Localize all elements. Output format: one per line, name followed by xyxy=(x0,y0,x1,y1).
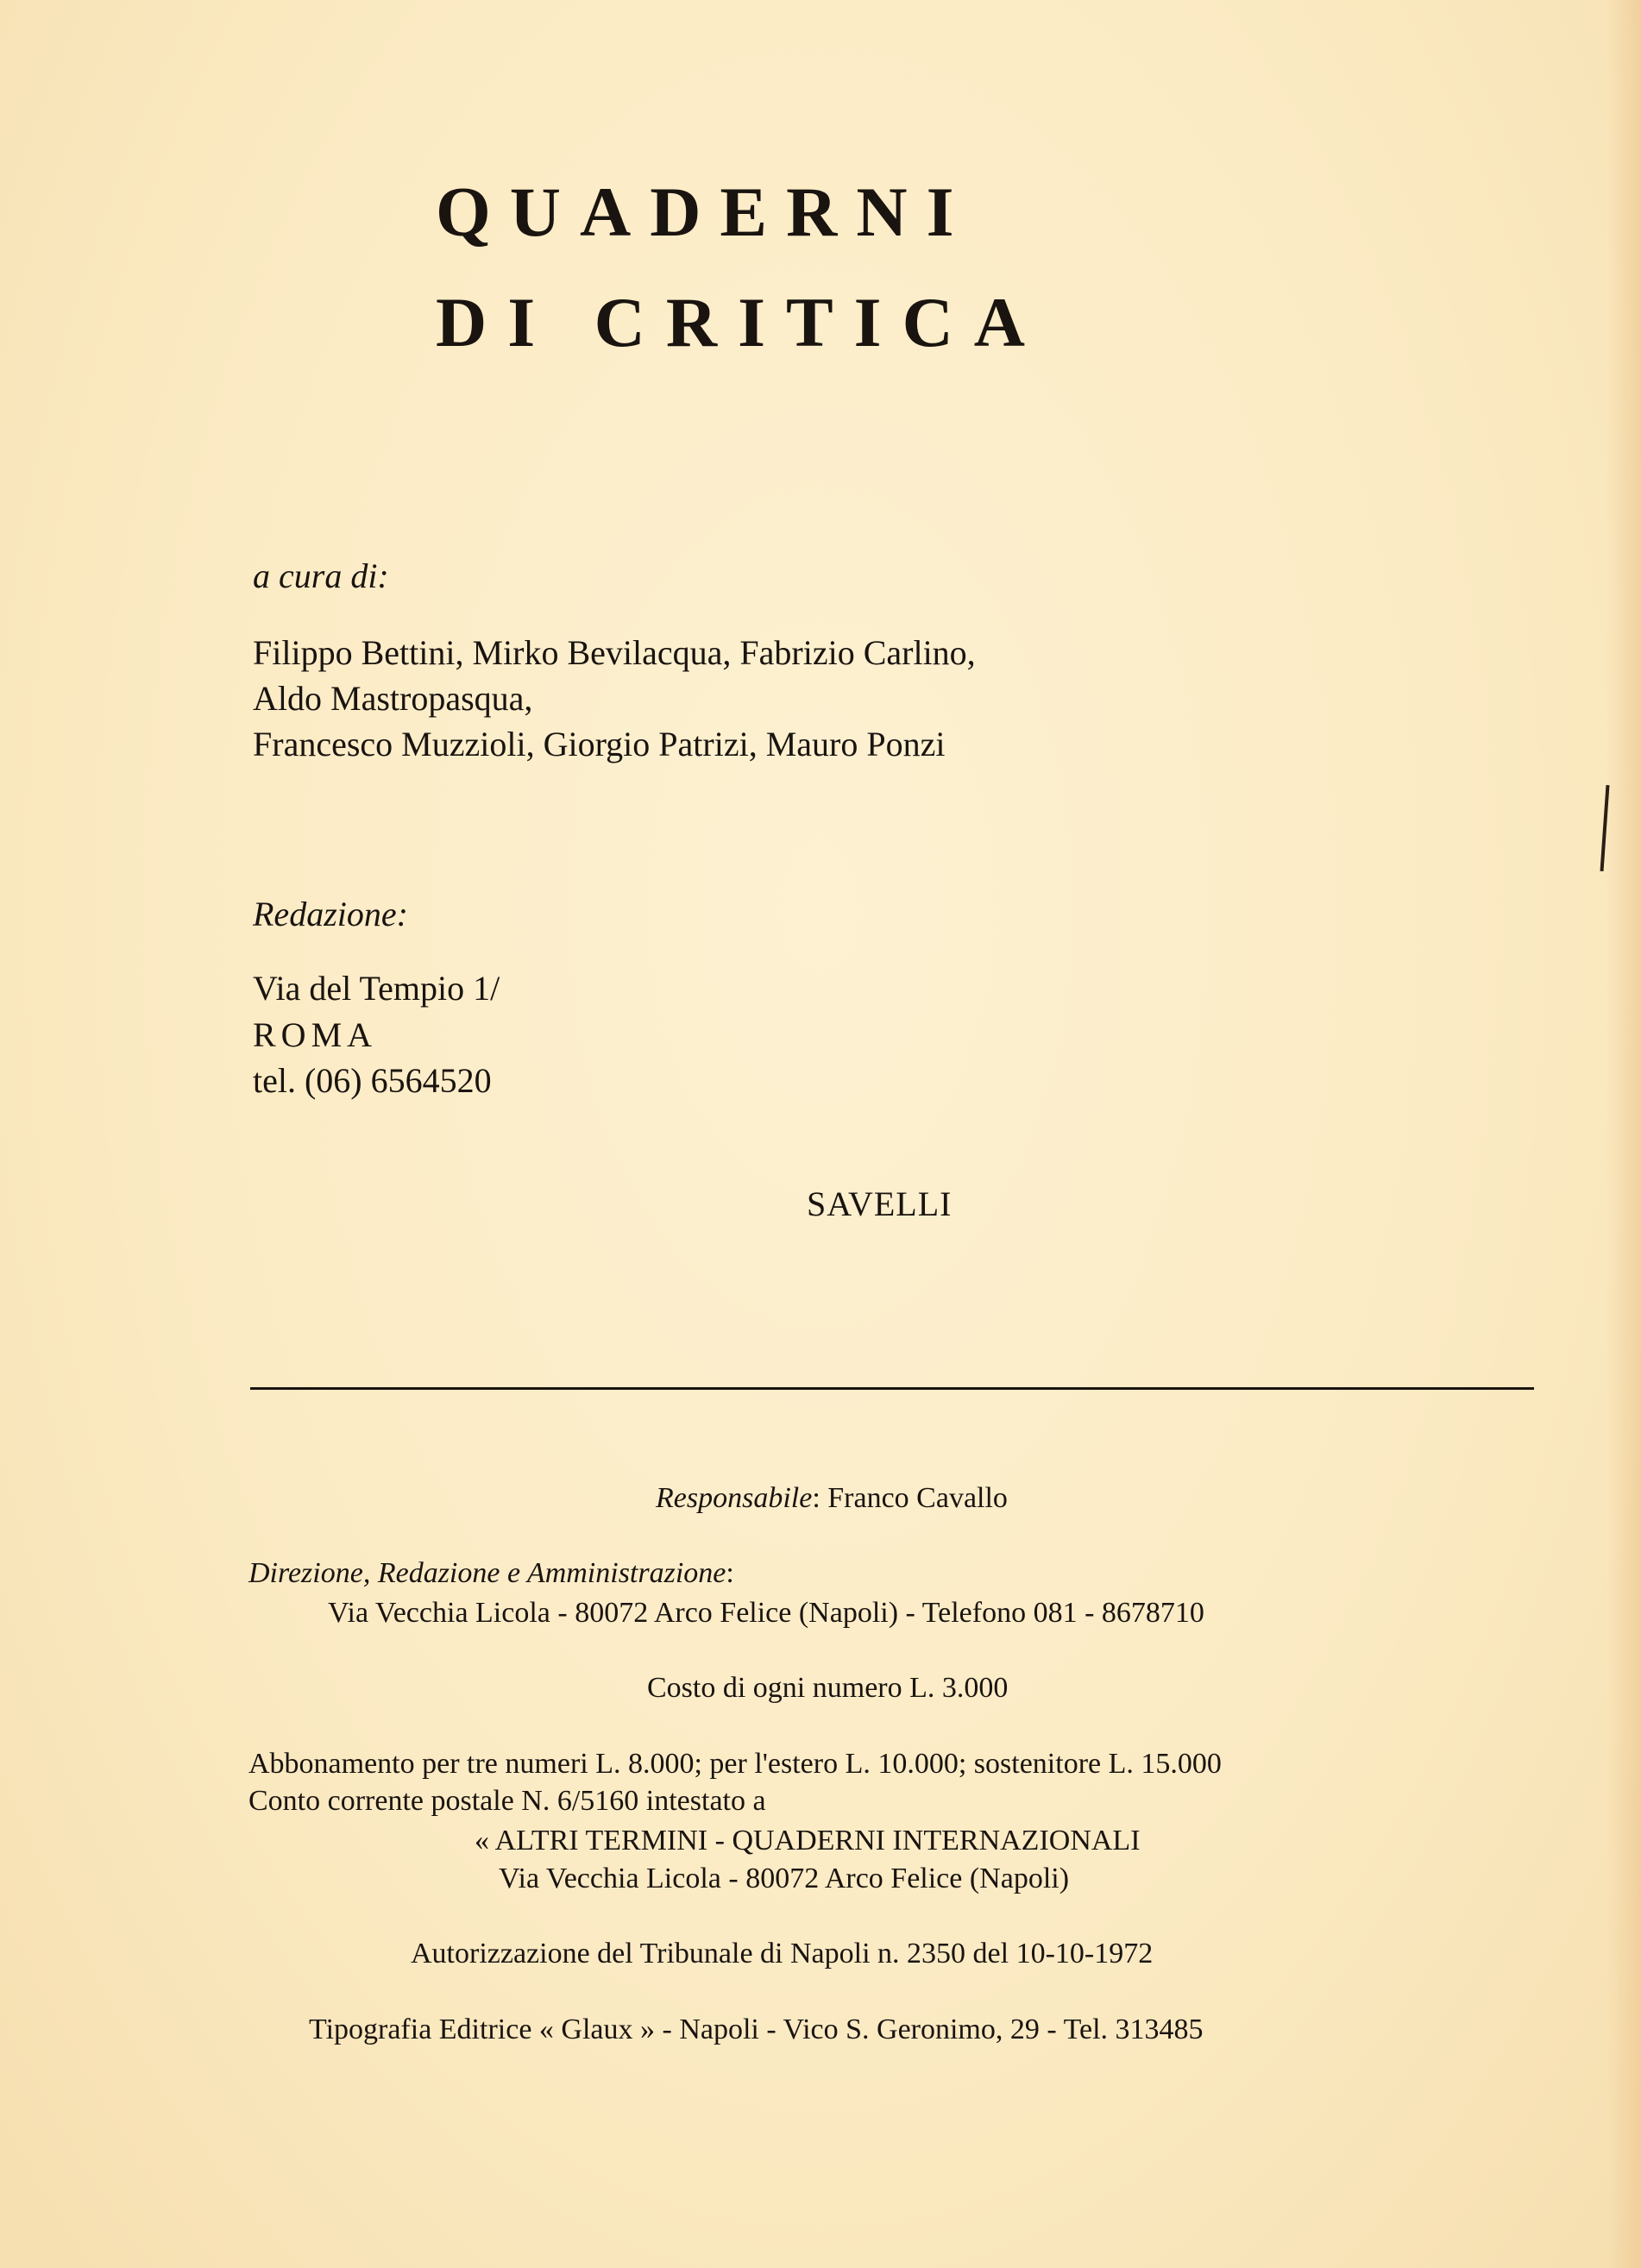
curators-line: Filippo Bettini, Mirko Bevilacqua, Fabrizio Carlino, xyxy=(253,633,976,672)
section-divider xyxy=(250,1387,1534,1390)
account-holder-address: Via Vecchia Licola - 80072 Arco Felice (Napoli) xyxy=(499,1863,1070,1894)
subscription-rates: Abbonamento per tre numeri L. 8.000; per l'estero L. 10.000; sostenitore L. 15.000 xyxy=(248,1748,1222,1780)
direzione-label: Direzione, Redazione e Amministrazione xyxy=(248,1557,726,1589)
responsabile-line xyxy=(656,1484,1008,1513)
postal-account: Conto corrente postale N. 6/5160 intestato a xyxy=(248,1785,766,1817)
court-authorization: Autorizzazione del Tribunale di Napoli n. 2350 del 10-10-1972 xyxy=(411,1938,1154,1970)
responsabile-label: Responsabile xyxy=(656,1482,813,1514)
printer-info: Tipografia Editrice « Glaux » - Napoli - Vico S. Geronimo, 29 - Tel. 313485 xyxy=(309,2014,1204,2045)
redazione-address-line: Via del Tempio 1/ xyxy=(253,969,500,1008)
account-holder: « ALTRI TERMINI - QUADERNI INTERNAZIONALI xyxy=(475,1825,1141,1856)
issue-price: Costo di ogni numero L. 3.000 xyxy=(647,1672,1009,1704)
curators-line: Francesco Muzzioli, Giorgio Patrizi, Mauro Ponzi xyxy=(253,725,946,763)
redazione-phone: tel. (06) 6564520 xyxy=(253,1061,492,1100)
curators-line: Aldo Mastropasqua, xyxy=(253,679,533,718)
title-line-1: QUADERNI xyxy=(436,173,973,251)
direzione-line xyxy=(248,1559,734,1588)
redazione-city: ROMA xyxy=(253,1015,378,1054)
direzione-address: Via Vecchia Licola - 80072 Arco Felice (Napoli) - Telefono 081 - 8678710 xyxy=(328,1597,1204,1629)
title-line-2: DI CRITICA xyxy=(436,283,1047,361)
page-edge-shadow xyxy=(1606,0,1641,2268)
curators-label: a cura di: xyxy=(253,556,389,595)
responsabile-name: : Franco Cavallo xyxy=(812,1482,1008,1514)
publisher-name: SAVELLI xyxy=(807,1184,953,1223)
direzione-colon: : xyxy=(726,1557,734,1589)
redazione-label: Redazione: xyxy=(253,895,408,933)
